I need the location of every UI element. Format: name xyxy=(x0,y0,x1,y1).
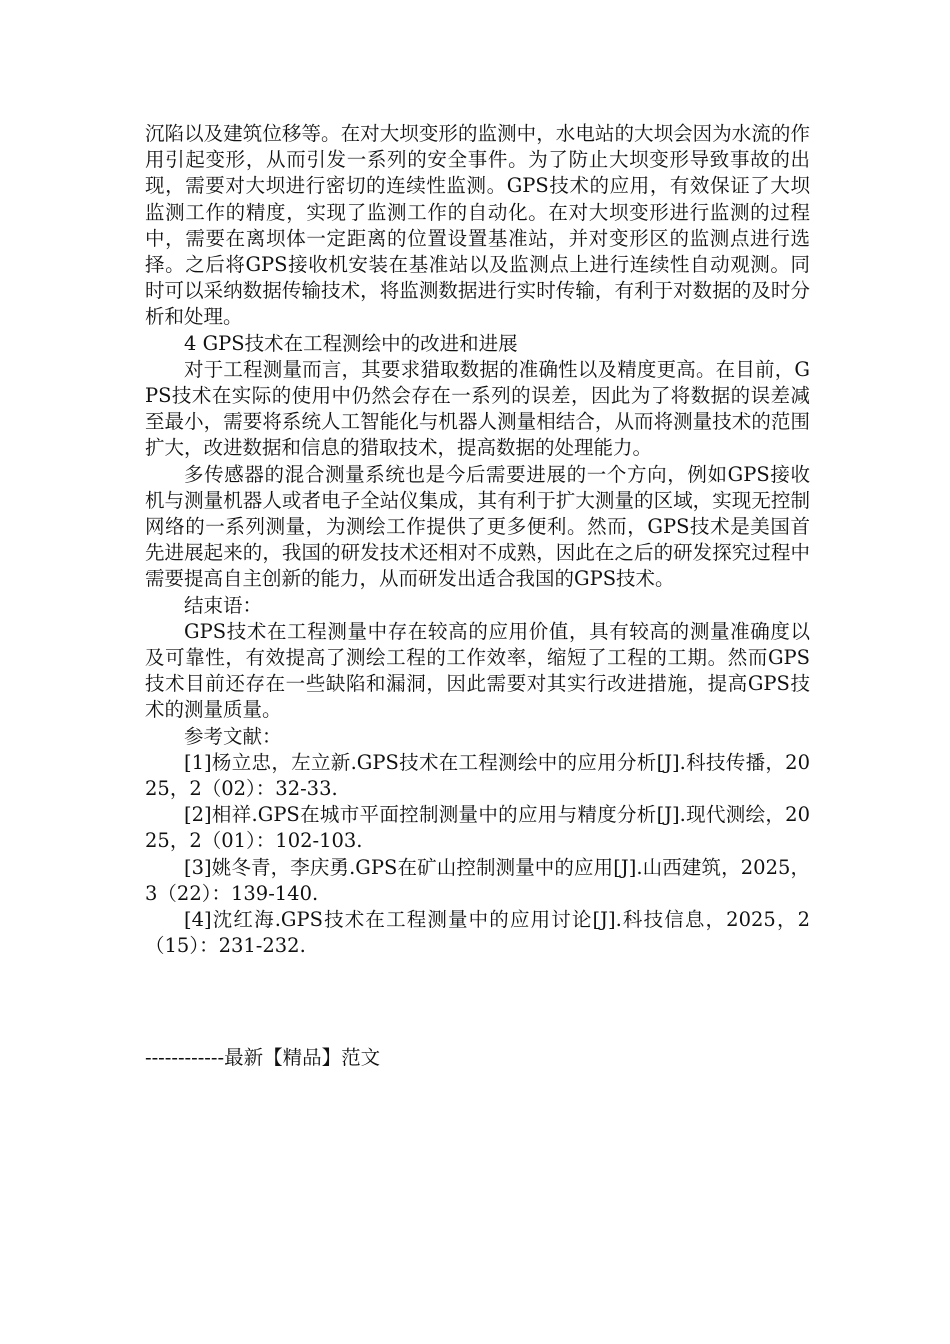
reference-item: [1]杨立忠，左立新.GPS技术在工程测绘中的应用分析[J].科技传播，2025，2（02）：32-33. xyxy=(145,750,810,801)
conclusion-heading: 结束语： xyxy=(184,593,263,617)
document-body xyxy=(145,121,810,960)
body-paragraph-dam-monitoring: 沉陷以及建筑位移等。在对大坝变形的监测中，水电站的大坝会因为水流的作用引起变形，从而引发一系列的安全事件。为了防止大坝变形导致事故的出现，需要对大坝进行密切的连续性监测。GPS技术的应用，有效保证了大坝监测工作的精度，实现了监测工作的自动化。在对大坝变形进行监测的过程中，需要在离坝体一定距离的位置设置基准站，并对变形区的监测点进行选择。之后将GPS接收机安装在基准站以及监测点上进行连续性自动观测。同时可以采纳数据传输技术，将监测数据进行实时传输，有利于对数据的及时分析和处理。 xyxy=(145,122,810,329)
reference-item: [4]沈红海.GPS技术在工程测量中的应用讨论[J].科技信息，2025，2（15）：231-232. xyxy=(145,908,810,958)
page-footer: ------------最新【精品】范文 xyxy=(145,1046,381,1069)
reference-item: [3]姚冬青，李庆勇.GPS在矿山控制测量中的应用[J].山西建筑，2025，3（22）：139-140. xyxy=(145,855,810,905)
reference-item: [2]相祥.GPS在城市平面控制测量中的应用与精度分析[J].现代测绘，2025，2（01）：102-103. xyxy=(145,803,810,853)
conclusion-paragraph: GPS技术在工程测量中存在较高的应用价值，具有较高的测量准确度以及可靠性，有效提高了测绘工程的工作效率，缩短了工程的工期。然而GPS技术目前还存在一些缺陷和漏洞，因此需要对其实行改进措施，提高GPS技术的测量质量。 xyxy=(145,619,810,722)
body-paragraph-accuracy: 对于工程测量而言，其要求猎取数据的准确性以及精度更高。在目前，GPS技术在实际的使用中仍然会存在一系列的误差，因此为了将数据的误差减至最小，需要将系统人工智能化与机器人测量相结合，从而将测量技术的范围扩大，改进数据和信息的猎取技术，提高数据的处理能力。 xyxy=(145,357,810,460)
body-paragraph-multisensor: 多传感器的混合测量系统也是今后需要进展的一个方向，例如GPS接收机与测量机器人或者电子全站仪集成，其有利于扩大测量的区域，实现无控制网络的一系列测量，为测绘工作提供了更多便利。然而，GPS技术是美国首先进展起来的，我国的研发技术还相对不成熟，因此在之后的研发探究过程中需要提高自主创新的能力，从而研发出适合我国的GPS技术。 xyxy=(145,462,810,591)
references-heading: 参考文献： xyxy=(184,724,282,748)
section-heading-improvement: 4 GPS技术在工程测绘中的改进和进展 xyxy=(184,331,518,355)
